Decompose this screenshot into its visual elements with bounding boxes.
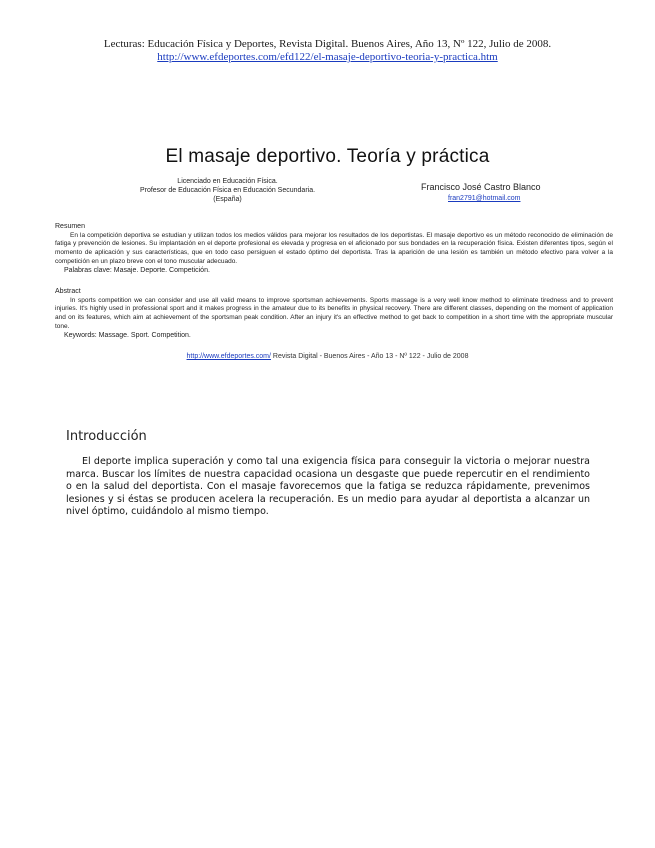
author-affiliation [100,177,355,204]
resumen-section [55,223,613,275]
author-email-link[interactable]: fran2791@hotmail.com [448,195,521,202]
resumen-heading: Resumen [55,223,85,230]
author-name: Francisco José Castro Blanco [421,182,541,192]
efdeportes-home-link[interactable]: http://www.efdeportes.com/ [186,353,271,360]
article-title: El masaje deportivo. Teoría y práctica [165,146,490,167]
footer-text: Revista Digital - Buenos Aires - Año 13 - Nº 122 - Julio de 2008 [270,353,469,360]
abstract-keywords: Keywords: Massage. Sport. Competition. [64,331,191,339]
section-heading-introduccion: Introducción [66,429,147,444]
abstract-text: In sports competition we can consider and use all valid means to improve sportsman achievements. Sports massage is a very well know method to eliminate tiredness and to prevent injuries. It's highly used in professional sport and it makes progress in the amateur due to its benefits in physical recovery. There are different classes, depending on the moment of application and on its features, which aim at achievement of the sportsman peak condition. After an injury it's an effective method to get back to competition in a short time with the appropriate muscular tone. [55,296,613,330]
affiliation-line-2: Profesor de Educación Física en Educación Secundaria. [139,187,316,194]
abstract-heading: Abstract [55,288,81,295]
article-url-link[interactable]: http://www.efdeportes.com/efd122/el-masaje-deportivo-teoria-y-practica.htm [157,51,498,63]
resumen-text: En la competición deportiva se estudian y utilizan todos los medios válidos para mejorar los resultados de los deportistas. El masaje deportivo es un método reconocido de eliminación de fatiga y prevención de lesiones. Su implantación en el deporte profesional es elevada y progresa en el aficionado por sus bondades en la recuperación física. Existen diferentes tipos, según el momento de aplicación y sus características, que en todo caso persiguen el estado óptimo del deportista. Tras la aparición de una lesión es también un método efectivo para volver a la competición en un plazo breve con el tono muscular adecuado. [55,231,613,265]
introduccion-paragraph: El deporte implica superación y como tal una exigencia física para conseguir la victoria o mejorar nuestra marca. Buscar los límites de nuestra capacidad ocasiona un desgaste que puede repercutir en el rendimiento o en la salud del deportista. Con el masaje favorecemos que la fatiga se reduzca rápidamente, prevenimos lesiones y si éstas se producen acelera la recuperación. Es un medio para ayudar al deportista a alcanzar un nivel óptimo, cuidándolo al mismo tiempo. [66,456,590,518]
affiliation-line-1: Licenciado en Educación Física. [177,178,278,185]
affiliation-line-3: (España) [213,196,242,203]
author-block [408,182,608,204]
citation-header [0,38,655,64]
abstract-section [55,288,613,340]
citation-text: Lecturas: Educación Física y Deportes, Revista Digital. Buenos Aires, Año 13, Nº 122, Julio de 2008. [103,38,552,50]
journal-footer [0,353,655,360]
resumen-keywords: Palabras clave: Masaje. Deporte. Competición. [64,266,210,274]
